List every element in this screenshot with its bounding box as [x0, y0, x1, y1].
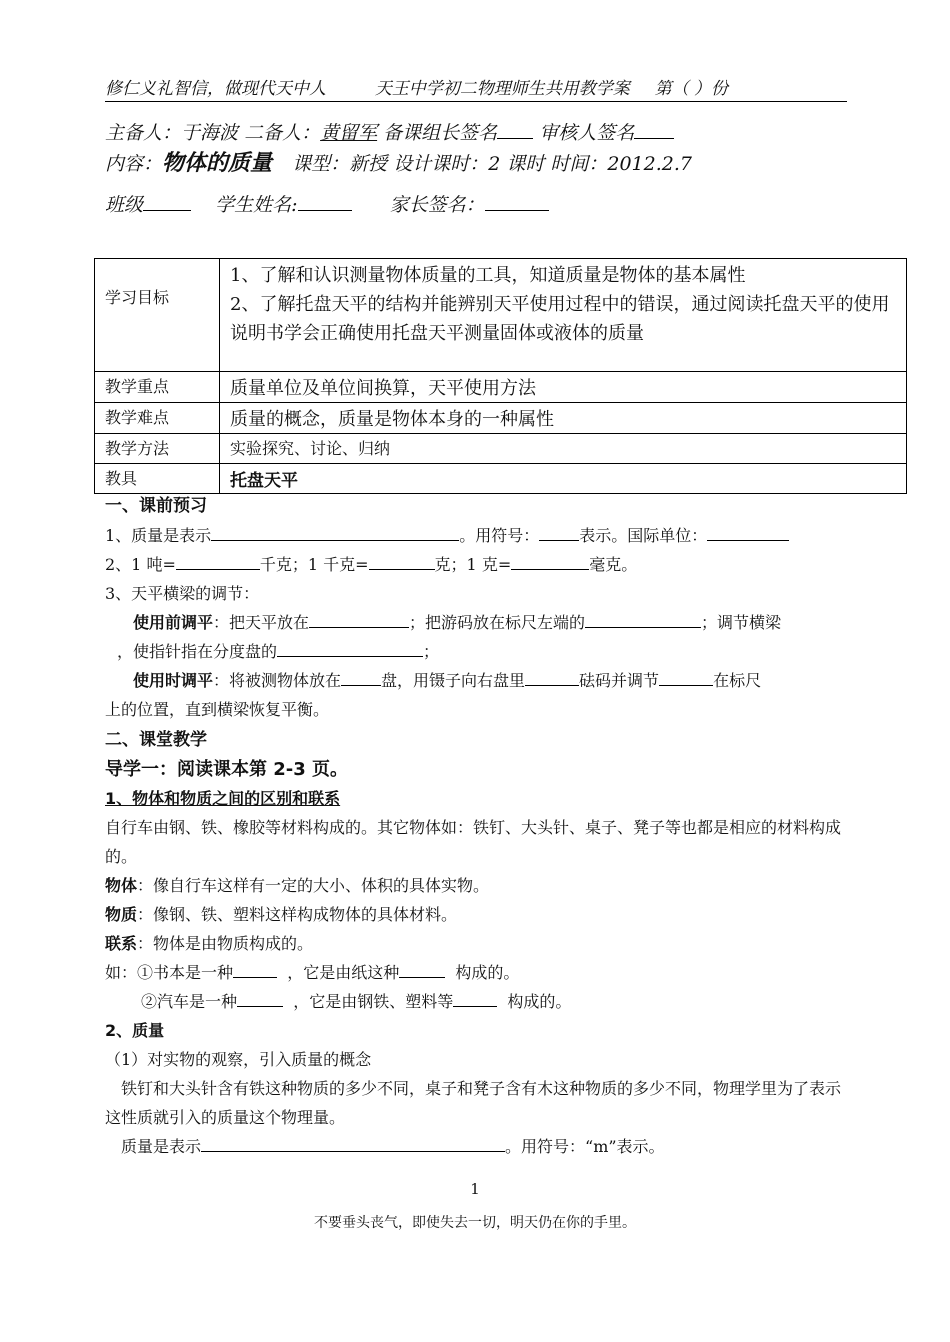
pre-adjust-text-e: ；: [423, 642, 440, 661]
q2-blank-3[interactable]: [511, 553, 589, 570]
objectives-table: [94, 258, 907, 494]
second-preparer-label: 二备人：: [244, 122, 321, 144]
lesson-type: 课型：新授: [292, 153, 388, 175]
worksheet-body: [105, 492, 850, 1161]
parent-sign-blank[interactable]: [485, 191, 549, 211]
page-number: 1: [470, 1180, 480, 1198]
ex1-text-b: ，它是由纸这种: [287, 963, 400, 982]
question-2: [105, 550, 850, 579]
use-adjust-line-2: 上的位置，直到横梁恢复平衡。: [105, 700, 330, 719]
header-copy: 第（ ）份: [654, 79, 729, 99]
content-label: 内容：: [105, 153, 163, 175]
relation-text: ：物体是由物质构成的。: [137, 934, 314, 953]
row-value: 质量单位及单位间换算，天平使用方法: [220, 372, 907, 403]
table-row: [95, 259, 907, 372]
use-adjust-label: 使用时调平: [133, 671, 214, 690]
use-adjust-text-a: ：将被测物体放在: [213, 671, 342, 690]
q1-text-a: 1、质量是表示: [105, 526, 212, 545]
student-line: [105, 190, 549, 217]
use-adjust-text-d: 在标尺: [713, 671, 762, 690]
object-label: 物体: [105, 876, 138, 895]
q2-text-b: 千克；1 千克=: [259, 555, 369, 574]
class-label: 班级: [105, 194, 144, 216]
pre-adjust-line-1: [105, 608, 850, 637]
pre-adjust-label: 使用前调平: [133, 613, 214, 632]
row-key: 教学方法: [95, 434, 220, 464]
student-name-label: 学生姓名:: [215, 194, 298, 216]
header-motto: 修仁义礼智信，做现代天中人: [105, 79, 326, 99]
lesson-hours: 设计课时：2 课时: [393, 153, 545, 175]
table-row: [95, 434, 907, 464]
row-key: 学习目标: [95, 259, 220, 372]
use-adjust-blank-2[interactable]: [525, 669, 579, 686]
row-key: 教学难点: [95, 403, 220, 434]
pre-adjust-line-2: [105, 637, 850, 666]
question-1: [105, 521, 850, 550]
review-sign-label: 审核人签名: [539, 122, 635, 144]
ex2-text-c: 构成的。: [507, 992, 572, 1011]
table-row: [95, 464, 907, 494]
table-row: [95, 372, 907, 403]
mass-def-text-a: 质量是表示: [121, 1137, 202, 1156]
example-1: [105, 958, 850, 987]
objective-2: 2、了解托盘天平的结构并能辨别天平使用过程中的错误，通过阅读托盘天平的使用说明书学会正确使用托盘天平测量固体或液体的质量: [230, 294, 890, 344]
row-value: 实验探究、讨论、归纳: [220, 434, 907, 464]
guide-1-title: 导学一：阅读课本第 2-3 页。: [105, 759, 349, 780]
row-value: 质量的概念，质量是物体本身的一种属性: [220, 403, 907, 434]
group-sign-blank[interactable]: [497, 119, 533, 139]
ex1-text-c: 构成的。: [455, 963, 520, 982]
section-1-title: 一、课前预习: [105, 496, 207, 516]
lesson-time: 时间：2012.2.7: [550, 153, 692, 175]
mass-def-text-b: 。用符号：“m”表示。: [505, 1137, 665, 1156]
definition-matter: [105, 900, 850, 929]
table-row: [95, 403, 907, 434]
row-key: 教具: [95, 464, 220, 494]
ex1-blank-1[interactable]: [233, 961, 277, 978]
paragraph-bicycle: 自行车由钢、铁、橡胶等材料构成的。其它物体如：铁钉、大头针、桌子、凳子等也都是相应的材料构成的。: [105, 818, 842, 866]
ex2-text-b: ，它是由钢铁、塑料等: [293, 992, 454, 1011]
parent-sign-label: 家长签名：: [389, 194, 485, 216]
ex2-blank-2[interactable]: [453, 990, 497, 1007]
row-value: 托盘天平: [220, 464, 907, 494]
matter-text: ：像钢、铁、塑料这样构成物体的具体材料。: [137, 905, 458, 924]
definition-object: [105, 871, 850, 900]
pre-adjust-text-a: ：把天平放在: [213, 613, 310, 632]
subsection-1-title: 1、物体和物质之间的区别和联系: [105, 789, 341, 808]
q2-text-d: 毫克。: [589, 555, 638, 574]
section-2-title: 二、课堂教学: [105, 730, 207, 750]
matter-label: 物质: [105, 905, 138, 924]
footer-quote: 不要垂头丧气，即使失去一切，明天仍在你的手里。: [314, 1215, 636, 1231]
question-3: 3、天平横梁的调节：: [105, 584, 260, 603]
q1-blank-1[interactable]: [211, 524, 459, 541]
q1-text-b: 。用符号：: [459, 526, 540, 545]
relation-label: 联系: [105, 934, 138, 953]
pre-adjust-blank-2[interactable]: [585, 611, 701, 628]
preparer-line: [105, 118, 674, 145]
use-adjust-text-b: 盘，用镊子向右盘里: [381, 671, 526, 690]
definition-relation: [105, 929, 850, 958]
row-value: [220, 259, 907, 372]
q2-blank-2[interactable]: [369, 553, 435, 570]
header-school: 天王中学初二物理师生共用教学案: [374, 79, 630, 99]
pre-adjust-blank-3[interactable]: [277, 640, 423, 657]
q2-blank-1[interactable]: [176, 553, 260, 570]
preparer: 主备人：于海波: [105, 122, 239, 144]
pre-adjust-text-d: ，使指针指在分度盘的: [117, 642, 278, 661]
q2-text-c: 克；1 克=: [434, 555, 512, 574]
review-sign-blank[interactable]: [634, 119, 674, 139]
pre-adjust-blank-1[interactable]: [309, 611, 409, 628]
content-title: 物体的质量: [162, 150, 273, 176]
ex1-text-a: 如：①书本是一种: [105, 963, 234, 982]
class-blank[interactable]: [143, 191, 191, 211]
q2-text-a: 2、1 吨=: [105, 555, 176, 574]
subsection-2-1: （1）对实物的观察，引入质量的概念: [105, 1050, 372, 1069]
second-preparer-name: 黄留军: [320, 122, 378, 144]
ex2-text-a: ②汽车是一种: [141, 992, 238, 1011]
objective-1: 1、了解和认识测量物体质量的工具，知道质量是物体的基本属性: [230, 265, 746, 286]
subsection-2-title: 2、质量: [105, 1021, 165, 1040]
row-key: 教学重点: [95, 372, 220, 403]
paragraph-mass-concept: 铁钉和大头针含有铁这种物质的多少不同，桌子和凳子含有木这种物质的多少不同，物理学里为了表示这性质就引入的质量这个物理量。: [105, 1079, 842, 1127]
use-adjust-blank-3[interactable]: [659, 669, 713, 686]
pre-adjust-text-c: ；调节横梁: [701, 613, 782, 632]
pre-adjust-text-b: ；把游码放在标尺左端的: [409, 613, 586, 632]
student-name-blank[interactable]: [298, 191, 352, 211]
use-adjust-blank-1[interactable]: [341, 669, 381, 686]
q1-blank-2[interactable]: [539, 524, 579, 541]
use-adjust-text-c: 砝码并调节: [579, 671, 660, 690]
q1-text-c: 表示。国际单位：: [579, 526, 708, 545]
example-2: [105, 987, 850, 1016]
q1-blank-3[interactable]: [707, 524, 789, 541]
mass-def-blank[interactable]: [201, 1135, 505, 1152]
mass-definition: [105, 1132, 850, 1161]
ex2-blank-1[interactable]: [237, 990, 283, 1007]
ex1-blank-2[interactable]: [399, 961, 445, 978]
page-header: [105, 74, 847, 102]
use-adjust-line-1: [105, 666, 850, 695]
group-sign-label: 备课组长签名: [383, 122, 498, 144]
content-line: [105, 146, 692, 177]
object-text: ：像自行车这样有一定的大小、体积的具体实物。: [137, 876, 490, 895]
